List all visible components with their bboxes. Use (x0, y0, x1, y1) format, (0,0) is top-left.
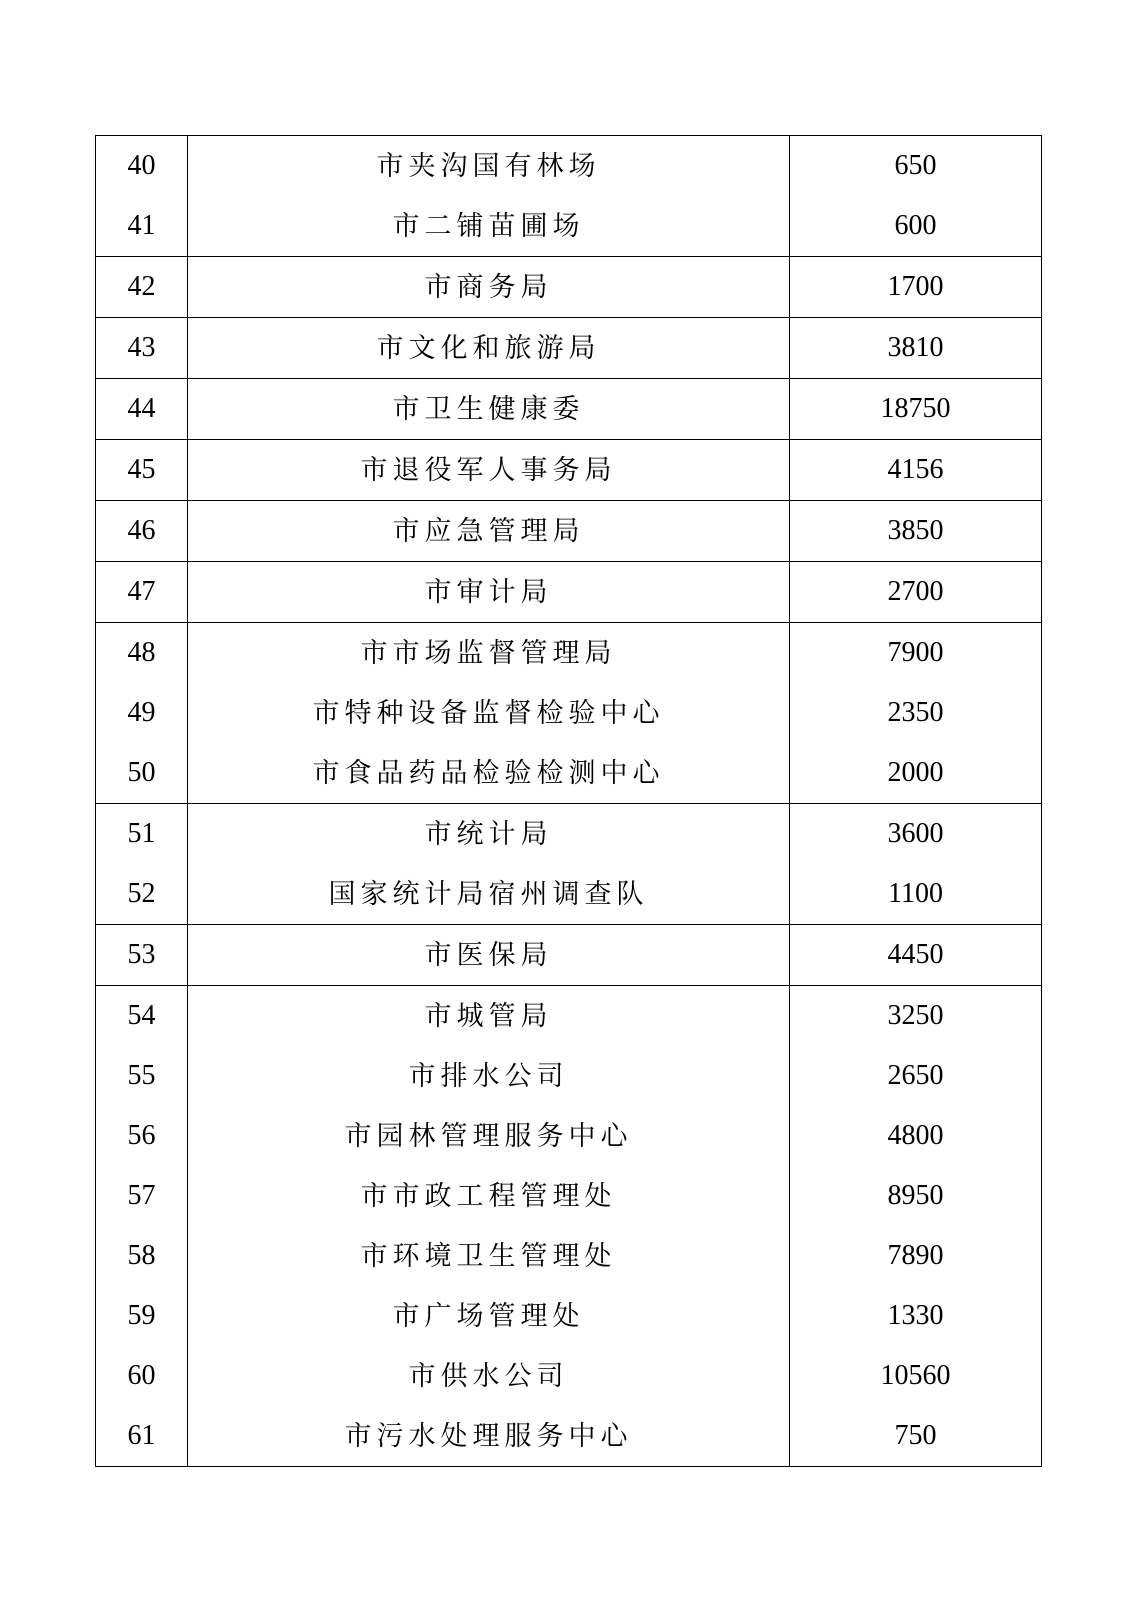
amount-value: 4156 (790, 440, 1042, 501)
row-number: 60 (96, 1346, 188, 1406)
table-row (96, 925, 1042, 986)
row-number: 47 (96, 562, 188, 623)
allocation-table (95, 135, 1042, 1467)
unit-name: 市排水公司 (188, 1046, 790, 1106)
row-number: 44 (96, 379, 188, 440)
table-row-group (96, 925, 1042, 986)
unit-name: 市卫生健康委 (188, 379, 790, 440)
table-row-group (96, 257, 1042, 318)
row-number: 59 (96, 1286, 188, 1346)
row-number: 52 (96, 864, 188, 925)
amount-value: 600 (790, 196, 1042, 257)
unit-name: 市二铺苗圃场 (188, 196, 790, 257)
table-row (96, 562, 1042, 623)
amount-value: 1700 (790, 257, 1042, 318)
table-row (96, 1286, 1042, 1346)
amount-value: 10560 (790, 1346, 1042, 1406)
table-row (96, 683, 1042, 743)
unit-name: 市夹沟国有林场 (188, 136, 790, 197)
amount-value: 3810 (790, 318, 1042, 379)
unit-name: 市环境卫生管理处 (188, 1226, 790, 1286)
amount-value: 2000 (790, 743, 1042, 804)
row-number: 56 (96, 1106, 188, 1166)
table-row (96, 318, 1042, 379)
table-row-group (96, 804, 1042, 925)
table-row-group (96, 562, 1042, 623)
table-row (96, 501, 1042, 562)
amount-value: 8950 (790, 1166, 1042, 1226)
row-number: 49 (96, 683, 188, 743)
table-row-group (96, 136, 1042, 257)
unit-name: 市食品药品检验检测中心 (188, 743, 790, 804)
row-number: 51 (96, 804, 188, 865)
amount-value: 18750 (790, 379, 1042, 440)
amount-value: 7900 (790, 623, 1042, 684)
row-number: 57 (96, 1166, 188, 1226)
table-row (96, 1406, 1042, 1467)
amount-value: 2700 (790, 562, 1042, 623)
amount-value: 1330 (790, 1286, 1042, 1346)
unit-name: 市退役军人事务局 (188, 440, 790, 501)
table-row (96, 1346, 1042, 1406)
unit-name: 市城管局 (188, 986, 790, 1047)
row-number: 58 (96, 1226, 188, 1286)
unit-name: 市应急管理局 (188, 501, 790, 562)
table-row (96, 864, 1042, 925)
row-number: 42 (96, 257, 188, 318)
amount-value: 2350 (790, 683, 1042, 743)
unit-name: 市审计局 (188, 562, 790, 623)
row-number: 41 (96, 196, 188, 257)
amount-value: 750 (790, 1406, 1042, 1467)
unit-name: 市供水公司 (188, 1346, 790, 1406)
unit-name: 市市场监督管理局 (188, 623, 790, 684)
table-row-group (96, 318, 1042, 379)
table-row (96, 257, 1042, 318)
amount-value: 3600 (790, 804, 1042, 865)
unit-name: 市文化和旅游局 (188, 318, 790, 379)
amount-value: 650 (790, 136, 1042, 197)
table-row (96, 623, 1042, 684)
row-number: 53 (96, 925, 188, 986)
table-row (96, 379, 1042, 440)
table-row (96, 743, 1042, 804)
amount-value: 7890 (790, 1226, 1042, 1286)
table-row (96, 1226, 1042, 1286)
unit-name: 市医保局 (188, 925, 790, 986)
unit-name: 市市政工程管理处 (188, 1166, 790, 1226)
amount-value: 3850 (790, 501, 1042, 562)
table-row (96, 804, 1042, 865)
table-row (96, 440, 1042, 501)
unit-name: 市特种设备监督检验中心 (188, 683, 790, 743)
unit-name: 市统计局 (188, 804, 790, 865)
unit-name: 市污水处理服务中心 (188, 1406, 790, 1467)
amount-value: 4800 (790, 1106, 1042, 1166)
table-row (96, 986, 1042, 1047)
table-row-group (96, 623, 1042, 804)
row-number: 50 (96, 743, 188, 804)
unit-name: 国家统计局宿州调查队 (188, 864, 790, 925)
table-row (96, 1166, 1042, 1226)
amount-value: 3250 (790, 986, 1042, 1047)
table-row (96, 196, 1042, 257)
unit-name: 市园林管理服务中心 (188, 1106, 790, 1166)
row-number: 55 (96, 1046, 188, 1106)
table-row-group (96, 986, 1042, 1467)
row-number: 45 (96, 440, 188, 501)
row-number: 46 (96, 501, 188, 562)
row-number: 61 (96, 1406, 188, 1467)
row-number: 40 (96, 136, 188, 197)
table-row (96, 136, 1042, 197)
row-number: 48 (96, 623, 188, 684)
table-row-group (96, 440, 1042, 501)
unit-name: 市商务局 (188, 257, 790, 318)
amount-value: 4450 (790, 925, 1042, 986)
amount-value: 2650 (790, 1046, 1042, 1106)
row-number: 43 (96, 318, 188, 379)
table-row (96, 1106, 1042, 1166)
amount-value: 1100 (790, 864, 1042, 925)
table-row-group (96, 379, 1042, 440)
table-row-group (96, 501, 1042, 562)
table-row (96, 1046, 1042, 1106)
row-number: 54 (96, 986, 188, 1047)
unit-name: 市广场管理处 (188, 1286, 790, 1346)
